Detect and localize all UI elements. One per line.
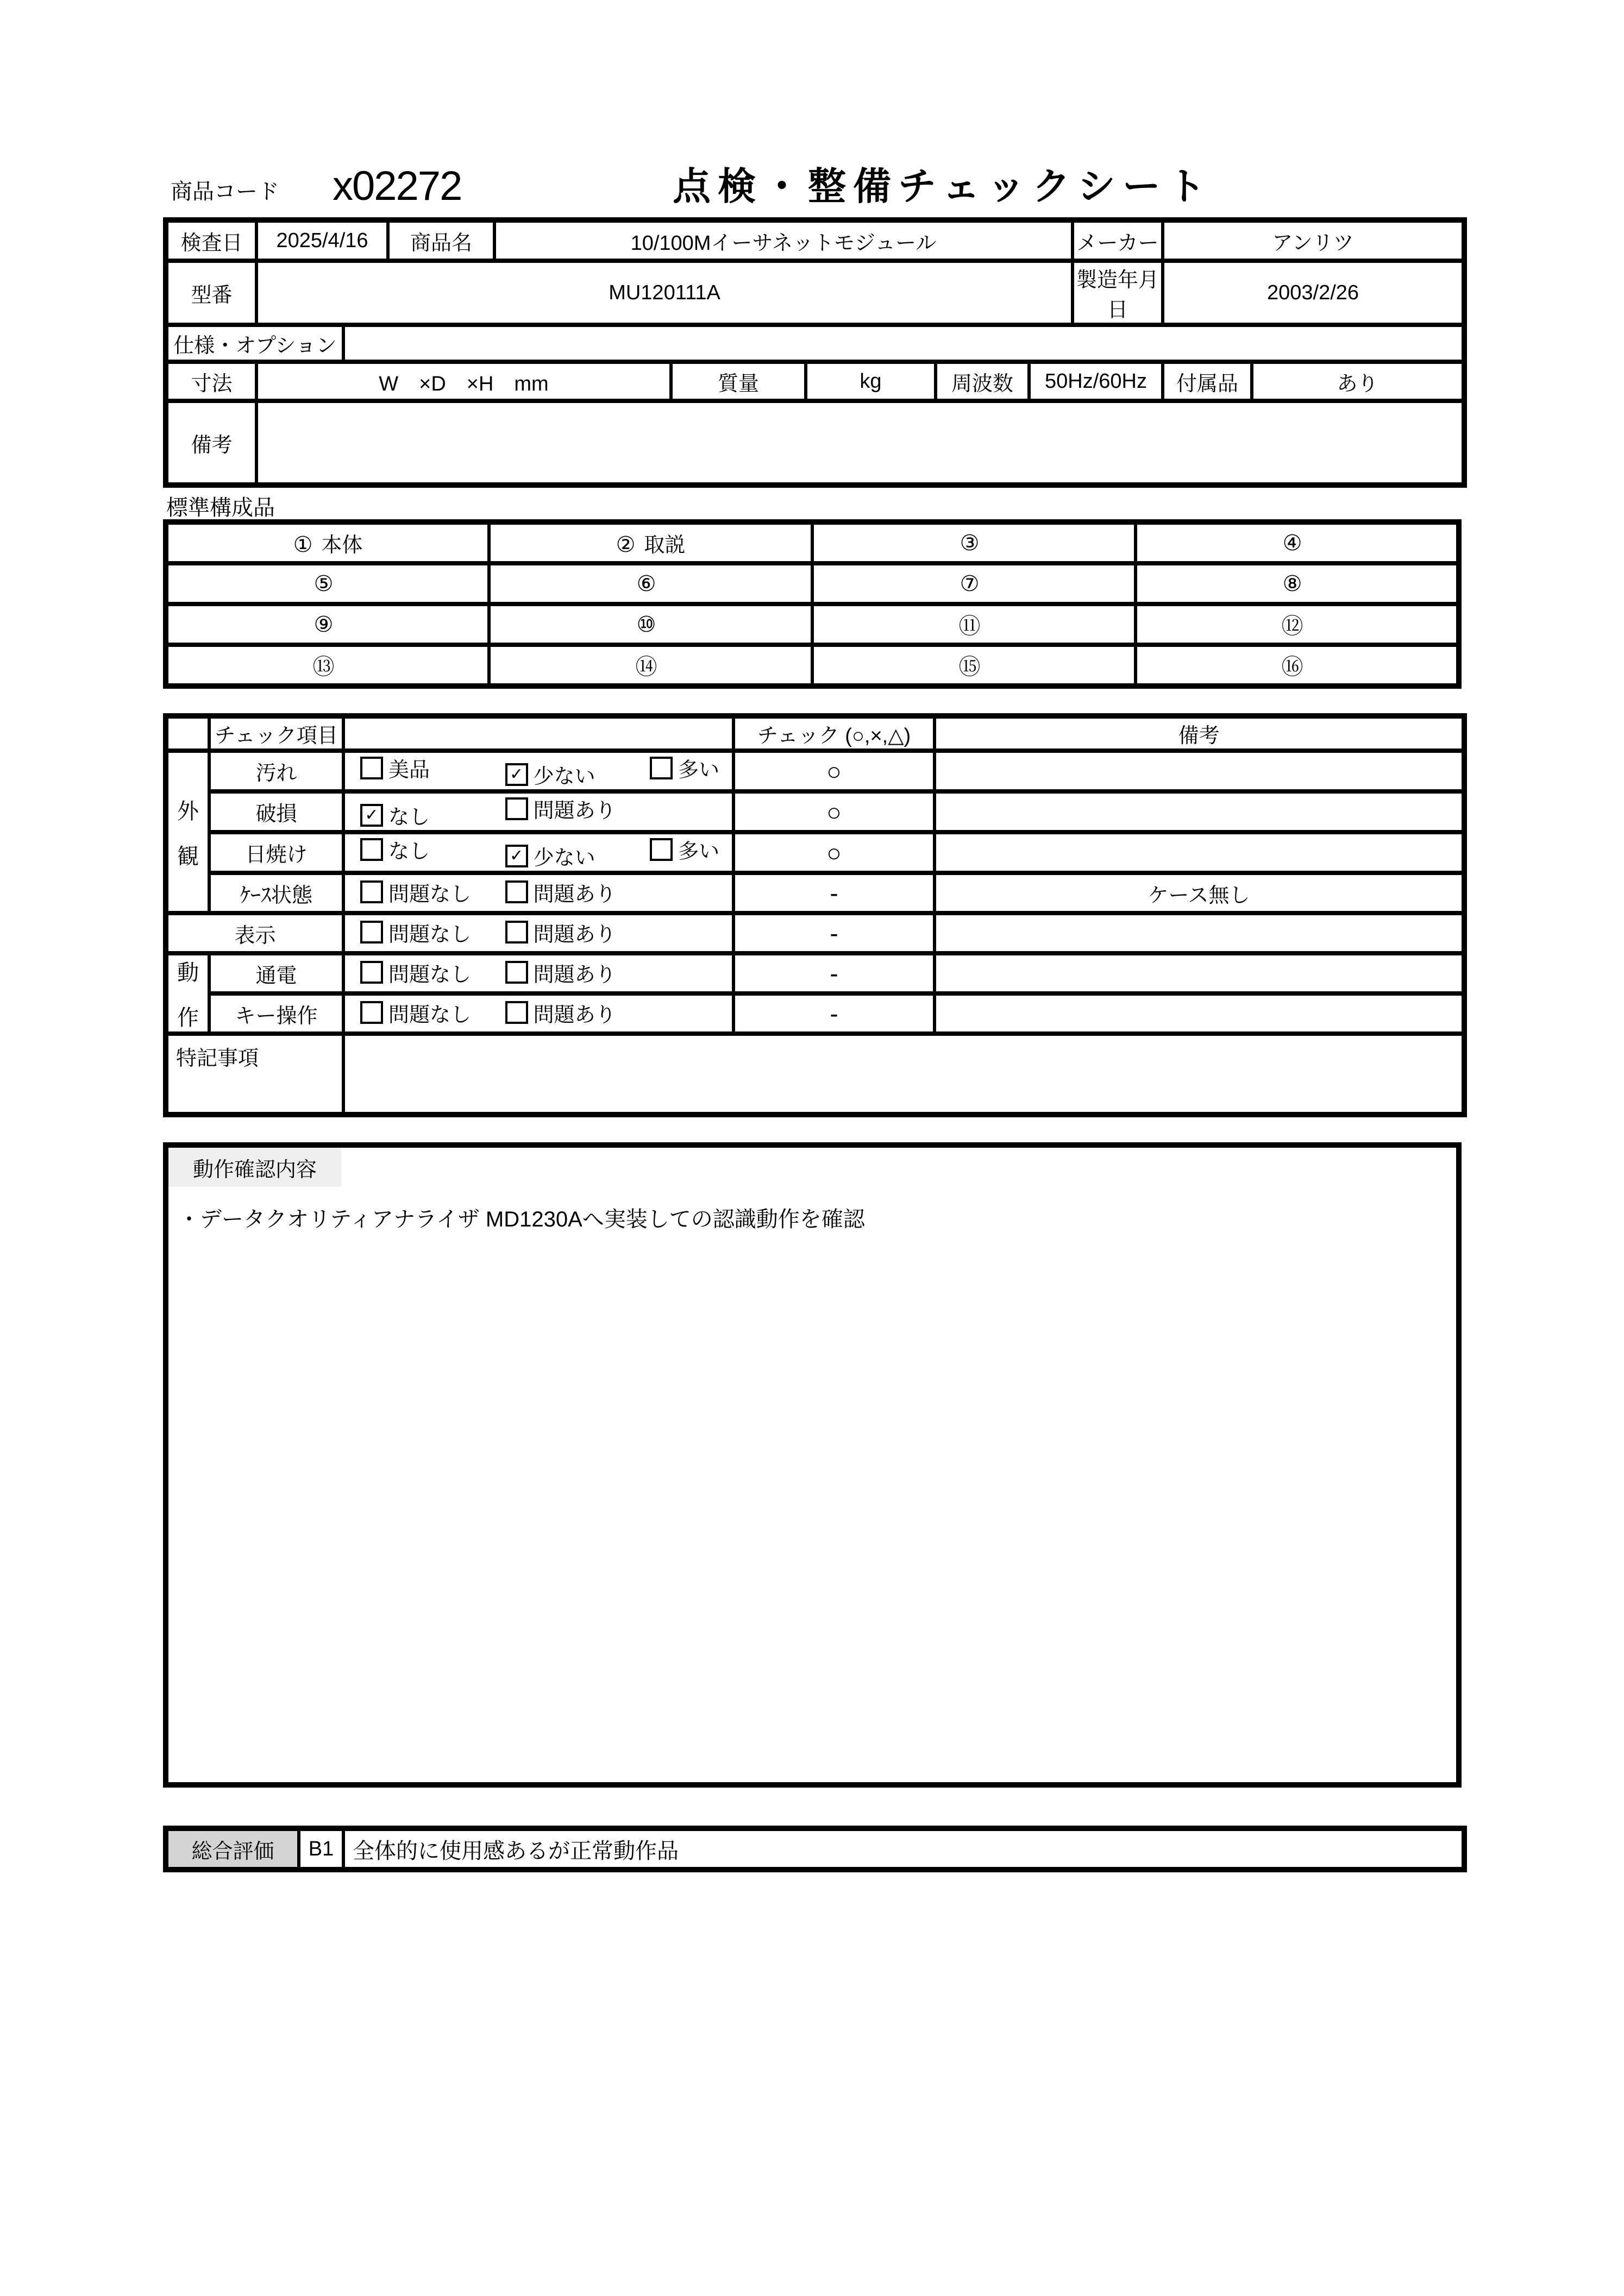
check-row-options (343, 832, 733, 873)
option-label: 問題あり (533, 800, 616, 822)
option (360, 998, 499, 1028)
maker-label: メーカー (1073, 220, 1163, 261)
component-number: ⑨ (313, 612, 334, 637)
dimensions-label: 寸法 (166, 362, 256, 401)
option-label: 問題あり (533, 963, 616, 986)
frequency-label: 周波数 (936, 362, 1029, 401)
option-label: 少ない (533, 765, 595, 788)
option (360, 917, 499, 947)
component-cell (1136, 522, 1459, 563)
option (505, 877, 616, 907)
frequency-value: 50Hz/60Hz (1029, 362, 1163, 401)
checkbox[interactable] (505, 1001, 528, 1024)
info-row-3 (166, 325, 1464, 362)
check-remark-cell (935, 993, 1464, 1034)
check-mark-cell: ○ (733, 791, 935, 832)
component-cell (812, 522, 1136, 563)
check-header-corner (166, 716, 209, 751)
components-row (166, 645, 1459, 686)
check-row-options (343, 953, 733, 993)
checkbox[interactable] (360, 961, 383, 984)
component-number: ⑩ (636, 612, 656, 637)
checkbox[interactable] (505, 921, 528, 943)
group-char: 動 (177, 961, 199, 985)
option (505, 998, 616, 1028)
mfg-date-label: 製造年月日 (1073, 261, 1163, 325)
checkbox[interactable] (360, 838, 383, 861)
product-name-value: 10/100Mイーサネットモジュール (494, 220, 1073, 261)
check-remark-cell (935, 751, 1464, 791)
checkbox[interactable]: ✓ (360, 804, 383, 827)
model-value: MU120111A (256, 261, 1073, 325)
product-code-label: 商品コード (171, 180, 279, 204)
component-number: ⑬ (312, 655, 335, 679)
option-label: 問題あり (533, 923, 616, 946)
checkbox[interactable]: ✓ (505, 763, 528, 786)
evaluation-grade: B1 (299, 1828, 343, 1870)
component-number: ⑯ (1281, 655, 1303, 679)
model-label: 型番 (166, 261, 256, 325)
check-notes-row (166, 1034, 1464, 1115)
component-cell (489, 563, 812, 604)
group-operation-text (168, 955, 208, 1031)
group-appearance-text (168, 794, 208, 870)
checkbox[interactable]: ✓ (505, 845, 528, 867)
check-header-mark: チェック (○,×,△) (733, 716, 935, 751)
checkbox[interactable] (650, 838, 673, 861)
info-row-5 (166, 401, 1464, 485)
components-table (163, 519, 1462, 689)
option-label: なし (388, 840, 430, 863)
check-row-label: 汚れ (209, 751, 343, 791)
checkbox[interactable] (650, 757, 673, 779)
component-cell (489, 645, 812, 686)
check-row-label: 日焼け (209, 832, 343, 873)
option-label: 問題なし (388, 963, 472, 986)
check-row-label: 表示 (166, 913, 343, 953)
group-char: 観 (177, 844, 199, 869)
component-cell (1136, 604, 1459, 645)
component-number: ⑤ (313, 571, 334, 596)
check-row-label: キー操作 (209, 993, 343, 1034)
spec-option-value (343, 325, 1464, 362)
check-header-item: チェック項目 (209, 716, 343, 751)
checkbox[interactable] (360, 757, 383, 779)
inspection-date-value: 2025/4/16 (256, 220, 388, 261)
option-label: なし (388, 806, 430, 829)
option-label: 問題あり (533, 1003, 616, 1027)
info-row-2 (166, 261, 1464, 325)
verification-line: ・データクオリティアナライザ MD1230Aへ実装しての認識動作を確認 (178, 1207, 865, 1231)
check-remark-cell (935, 953, 1464, 993)
components-row (166, 563, 1459, 604)
remarks-value (256, 401, 1464, 485)
info-row-4 (166, 362, 1464, 401)
component-cell (489, 522, 812, 563)
option-label: 美品 (388, 759, 430, 782)
group-char: 外 (177, 799, 199, 823)
verification-label: 動作確認内容 (168, 1148, 341, 1187)
option (360, 834, 499, 864)
components-row (166, 522, 1459, 563)
evaluation-table (163, 1826, 1467, 1872)
check-row-options (343, 873, 733, 913)
option-label: 問題なし (388, 1003, 472, 1027)
product-code-value: x02272 (333, 163, 462, 209)
component-cell (166, 604, 489, 645)
check-row-options (343, 993, 733, 1034)
check-row-label: ｹｰｽ状態 (209, 873, 343, 913)
component-number: ⑭ (635, 655, 657, 679)
option-label: 少ない (533, 847, 595, 870)
spec-option-label: 仕様・オプション (166, 325, 343, 362)
option (360, 877, 499, 907)
option (360, 800, 499, 830)
check-header-options (343, 716, 733, 751)
remarks-label: 備考 (166, 401, 256, 485)
components-heading: 標準構成品 (166, 496, 275, 520)
component-cell (166, 563, 489, 604)
checkbox[interactable] (505, 961, 528, 984)
check-row-keys (166, 993, 1464, 1034)
check-header-remark: 備考 (935, 716, 1464, 751)
component-cell (1136, 645, 1459, 686)
component-number: ② (616, 533, 636, 557)
check-row-label: 破損 (209, 791, 343, 832)
check-row-dirt (166, 751, 1464, 791)
mass-label: 質量 (671, 362, 806, 401)
component-number: ③ (960, 531, 980, 555)
components-row (166, 604, 1459, 645)
inspection-date-label: 検査日 (166, 220, 256, 261)
maker-value: アンリツ (1163, 220, 1464, 261)
component-cell (1136, 563, 1459, 604)
check-table (163, 713, 1467, 1117)
option-label: 問題あり (533, 883, 616, 906)
check-mark-cell: - (733, 913, 935, 953)
component-number: ⑮ (958, 655, 981, 679)
component-cell (812, 604, 1136, 645)
check-remark-cell: ケース無し (935, 873, 1464, 913)
special-notes-label: 特記事項 (166, 1034, 343, 1115)
option (650, 753, 719, 783)
option-label: 多い (678, 759, 720, 782)
accessories-label: 付属品 (1163, 362, 1252, 401)
check-row-damage (166, 791, 1464, 832)
option-label: 多い (678, 840, 720, 863)
check-mark-cell: - (733, 953, 935, 993)
verification-box (163, 1142, 1462, 1788)
check-mark-cell: ○ (733, 751, 935, 791)
check-remark-cell (935, 832, 1464, 873)
option (650, 834, 719, 864)
mfg-date-value: 2003/2/26 (1163, 261, 1464, 325)
check-mark-cell: - (733, 993, 935, 1034)
option-label: 問題なし (388, 923, 472, 946)
group-char: 作 (177, 1006, 199, 1030)
evaluation-row (166, 1828, 1464, 1870)
component-number: ④ (1282, 531, 1302, 555)
component-number: ⑫ (1281, 614, 1303, 638)
checkbox[interactable] (360, 921, 383, 943)
option (505, 794, 616, 823)
checkbox[interactable] (360, 1001, 383, 1024)
checkbox[interactable] (505, 797, 528, 820)
component-number: ⑦ (960, 571, 980, 596)
evaluation-label: 総合評価 (166, 1828, 299, 1870)
group-appearance (166, 751, 209, 913)
check-remark-cell (935, 913, 1464, 953)
dimensions-value: W ×D ×H mm (256, 362, 671, 401)
check-row-power (166, 953, 1464, 993)
component-cell (166, 522, 489, 563)
component-cell (489, 604, 812, 645)
page-title: 点検・整備チェックシート (673, 165, 1213, 207)
option-label: 問題なし (388, 883, 472, 906)
checkbox[interactable] (360, 880, 383, 903)
check-row-options (343, 913, 733, 953)
check-remark-cell (935, 791, 1464, 832)
check-row-options (343, 791, 733, 832)
check-row-label: 通電 (209, 953, 343, 993)
info-table (163, 217, 1467, 488)
component-number: ⑪ (958, 614, 981, 638)
checkbox[interactable] (505, 880, 528, 903)
option (505, 958, 616, 987)
component-cell (812, 645, 1136, 686)
check-mark-cell: ○ (733, 832, 935, 873)
check-row-display (166, 913, 1464, 953)
component-number: ① (293, 533, 313, 557)
group-operation (166, 953, 209, 1034)
product-name-label: 商品名 (388, 220, 494, 261)
check-header-row (166, 716, 1464, 751)
evaluation-comment: 全体的に使用感あるが正常動作品 (343, 1828, 1464, 1870)
component-text: 本体 (321, 534, 363, 557)
option (505, 841, 644, 871)
component-number: ⑧ (1282, 571, 1302, 596)
component-cell (166, 645, 489, 686)
info-row-1 (166, 220, 1464, 261)
special-notes-value (343, 1034, 1464, 1115)
option (360, 958, 499, 987)
accessories-value: あり (1252, 362, 1464, 401)
check-mark-cell: - (733, 873, 935, 913)
option (505, 759, 644, 789)
check-row-sunfade (166, 832, 1464, 873)
option (505, 917, 616, 947)
mass-value: kg (806, 362, 936, 401)
component-text: 取説 (644, 534, 686, 557)
check-row-case (166, 873, 1464, 913)
option (360, 753, 499, 783)
component-cell (812, 563, 1136, 604)
header (163, 156, 1462, 215)
component-number: ⑥ (636, 571, 656, 596)
check-row-options (343, 751, 733, 791)
